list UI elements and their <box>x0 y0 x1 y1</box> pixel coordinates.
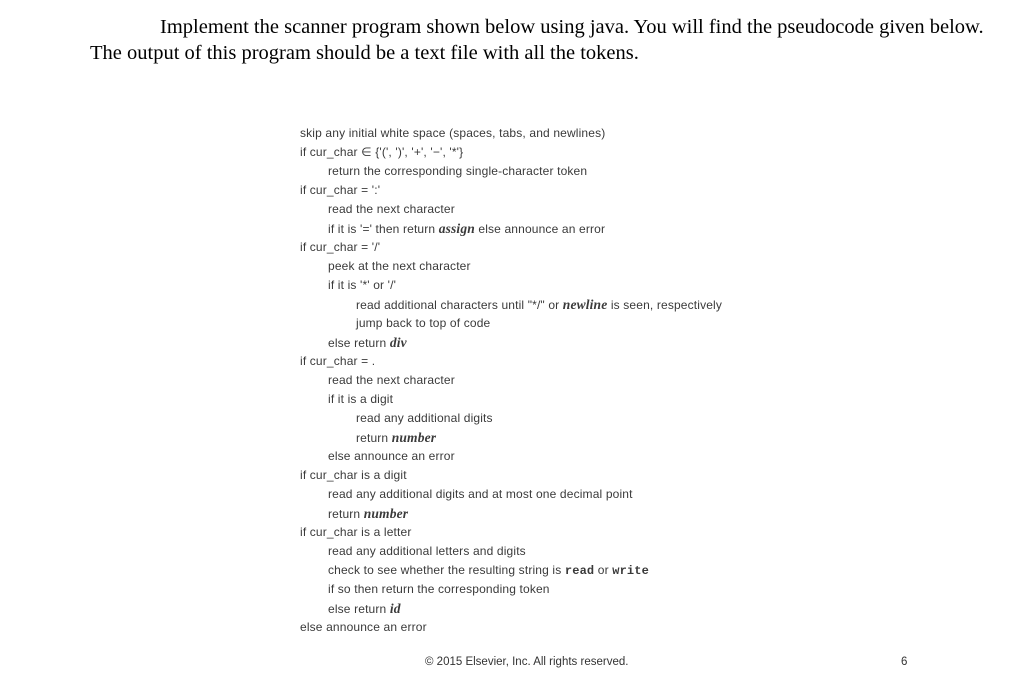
pseudocode-text: if cur_char is a digit <box>300 468 407 482</box>
pseudocode-keyword: write <box>612 564 649 578</box>
pseudocode-keyword: newline <box>562 297 608 312</box>
pseudocode-text: return <box>356 431 392 445</box>
pseudocode-text: read any additional digits <box>356 411 493 425</box>
pseudocode-line <box>300 390 940 409</box>
pseudocode-text: return <box>328 507 364 521</box>
pseudocode-line <box>300 428 940 447</box>
pseudocode-line <box>300 618 940 637</box>
pseudocode-line <box>300 238 940 257</box>
pseudocode-text: read any additional letters and digits <box>328 544 526 558</box>
pseudocode-line <box>300 257 940 276</box>
pseudocode-line <box>300 162 940 181</box>
pseudocode-line <box>300 542 940 561</box>
pseudocode-text: read any additional digits and at most one decimal point <box>328 487 633 501</box>
pseudocode-line <box>300 124 940 143</box>
pseudocode-text: if cur_char ∈ {'(', ')', '+', '−', '*'} <box>300 145 464 159</box>
pseudocode-line <box>300 276 940 295</box>
pseudocode-text: else return <box>328 602 390 616</box>
pseudocode-keyword: read <box>564 564 595 578</box>
intro-paragraph: Implement the scanner program shown below using java. You will find the pseudocode given below. The output of this program should be a text file with all the tokens. <box>90 16 984 64</box>
pseudocode-line <box>300 200 940 219</box>
pseudocode-text: return the corresponding single-character token <box>328 164 588 178</box>
pseudocode-line <box>300 523 940 542</box>
pseudocode-line <box>300 580 940 599</box>
pseudocode-line <box>300 219 940 238</box>
pseudocode-text: peek at the next character <box>328 259 471 273</box>
pseudocode-keyword: number <box>363 506 409 521</box>
page-number: 6 <box>901 656 908 668</box>
pseudocode-line <box>300 314 940 333</box>
pseudocode-line <box>300 447 940 466</box>
pseudocode-line <box>300 143 940 162</box>
pseudocode-line <box>300 295 940 314</box>
pseudocode-keyword: id <box>389 601 401 616</box>
pseudocode-text: else return <box>328 336 390 350</box>
copyright-footer: © 2015 Elsevier, Inc. All rights reserved. <box>425 656 629 668</box>
pseudocode-line <box>300 371 940 390</box>
pseudocode-text: if it is '*' or '/' <box>328 278 397 292</box>
pseudocode-text: read additional characters until "*/" or <box>356 298 563 312</box>
pseudocode-text: if it is '=' then return <box>328 222 439 236</box>
pseudocode-line <box>300 485 940 504</box>
pseudocode-line <box>300 333 940 352</box>
pseudocode-text: read the next character <box>328 373 455 387</box>
pseudocode-text: jump back to top of code <box>356 316 491 330</box>
pseudocode-line <box>300 181 940 200</box>
pseudocode-text: if cur_char = ':' <box>300 183 381 197</box>
pseudocode-text: if so then return the corresponding token <box>328 582 550 596</box>
pseudocode-text: if cur_char = '/' <box>300 240 381 254</box>
pseudocode-line <box>300 466 940 485</box>
pseudocode-text: else announce an error <box>300 620 427 634</box>
pseudocode-text: check to see whether the resulting string is <box>328 563 565 577</box>
pseudocode-text: if it is a digit <box>328 392 394 406</box>
pseudocode-line <box>300 561 940 580</box>
pseudocode-text: read the next character <box>328 202 455 216</box>
pseudocode-line <box>300 352 940 371</box>
pseudocode-keyword: number <box>391 430 437 445</box>
pseudocode-text: if cur_char = . <box>300 354 376 368</box>
pseudocode-keyword: div <box>389 335 407 350</box>
pseudocode-text: skip any initial white space (spaces, tabs, and newlines) <box>300 126 606 140</box>
pseudocode-text: else announce an error <box>474 222 606 236</box>
pseudocode-keyword: assign <box>438 221 475 236</box>
pseudocode-line <box>300 409 940 428</box>
pseudocode-line <box>300 599 940 618</box>
pseudocode-block <box>300 124 940 637</box>
pseudocode-text: is seen, respectively <box>607 298 723 312</box>
pseudocode-text: else announce an error <box>328 449 455 463</box>
pseudocode-line <box>300 504 940 523</box>
pseudocode-text: or <box>594 563 613 577</box>
pseudocode-text: if cur_char is a letter <box>300 525 412 539</box>
